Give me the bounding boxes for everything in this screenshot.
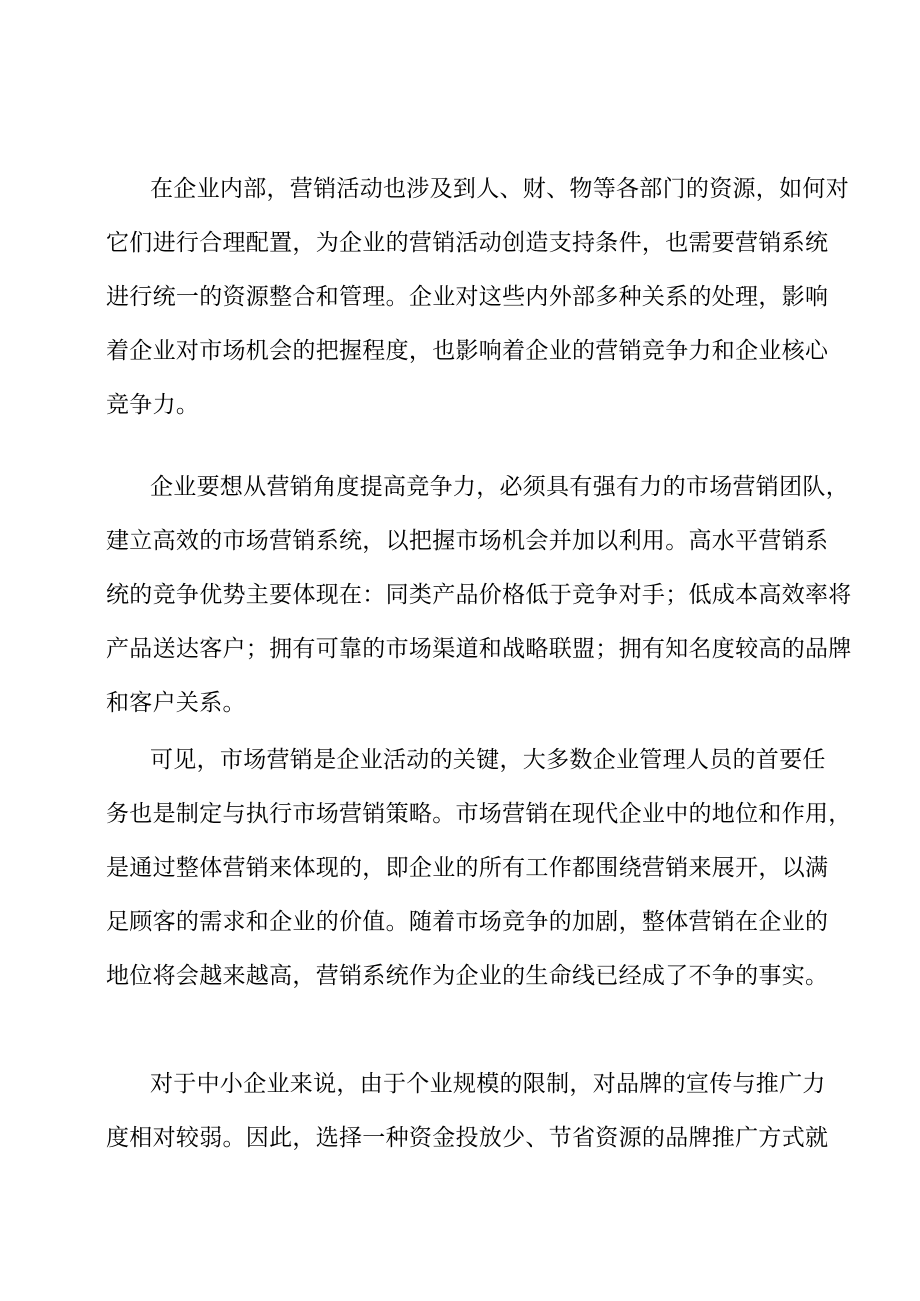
paragraph-1 [106,162,849,432]
paragraph-line: 统的竞争优势主要体现在：同类产品价格低于竞争对手；低成本高效率将 [106,582,852,608]
paragraph-line: 竞争力。 [106,392,200,418]
paragraph-line: 和客户关系。 [106,690,246,716]
paragraph-line: 它们进行合理配置，为企业的营销活动创造支持条件，也需要营销系统 [106,230,829,256]
paragraph-line: 是通过整体营销来体现的，即企业的所有工作都围绕营销来展开，以满 [106,855,829,881]
paragraph-line: 度相对较弱。因此，选择一种资金投放少、节省资源的品牌推广方式就 [106,1125,829,1151]
paragraph-line: 在企业内部，营销活动也涉及到人、财、物等各部门的资源，如何对 [150,176,849,202]
paragraph-line: 产品送达客户；拥有可靠的市场渠道和战略联盟；拥有知名度较高的品牌 [106,636,852,662]
paragraph-line: 对于中小企业来说，由于个业规模的限制，对品牌的宣传与推广力 [150,1071,826,1097]
paragraph-2 [106,460,852,730]
paragraph-line: 地位将会越来越高，营销系统作为企业的生命线已经成了不争的事实。 [106,963,829,989]
paragraph-line: 企业要想从营销角度提高竞争力，必须具有强有力的市场营销团队， [150,474,849,500]
paragraph-line: 足顾客的需求和企业的价值。随着市场竞争的加剧，整体营销在企业的 [106,909,829,935]
paragraph-line: 建立高效的市场营销系统，以把握市场机会并加以利用。高水平营销系 [106,528,829,554]
paragraph-3 [106,733,852,1003]
paragraph-4 [106,1057,840,1165]
paragraph-line: 着企业对市场机会的把握程度，也影响着企业的营销竞争力和企业核心 [106,338,829,364]
paragraph-line: 可见，市场营销是企业活动的关键，大多数企业管理人员的首要任 [150,747,826,773]
paragraph-line: 务也是制定与执行市场营销策略。市场营销在现代企业中的地位和作用， [106,801,852,827]
paragraph-line: 进行统一的资源整合和管理。企业对这些内外部多种关系的处理，影响 [106,284,829,310]
